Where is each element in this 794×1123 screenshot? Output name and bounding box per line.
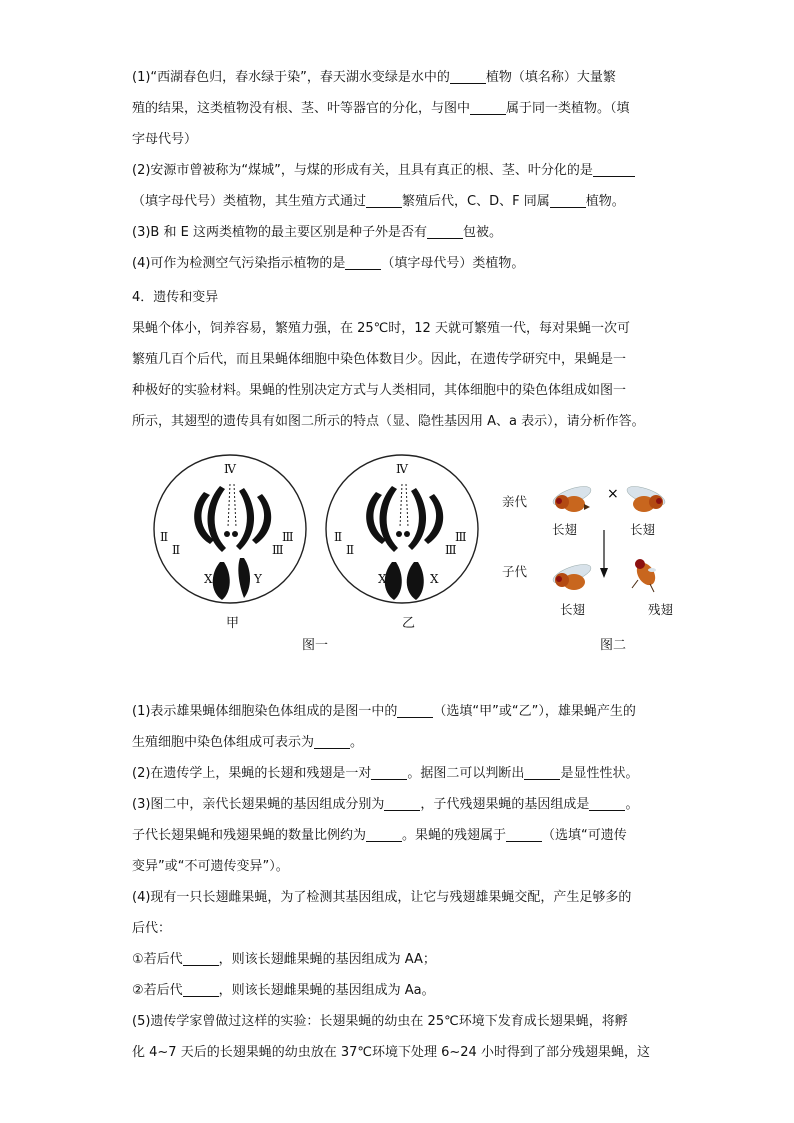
q-line-9 (132, 944, 662, 975)
cell-label-jia: 甲 (226, 616, 240, 631)
question-text: 植物（填名称）大量繁 (485, 70, 616, 85)
question-text: 殖的结果，这类植物没有根、茎、叶等器官的分化，与图中 (132, 101, 471, 116)
question-text: (3)B 和 E 这两类植物的最主要区别是种子外是否有 (132, 225, 427, 240)
chrom-label-iv-b: Ⅳ (396, 462, 408, 476)
top-line-6 (132, 217, 662, 248)
figure-two-caption: 图二 (600, 638, 627, 653)
chrom-label-iv-a: Ⅳ (224, 462, 236, 476)
top-line-7 (132, 248, 662, 279)
question-text: (4)可作为检测空气污染指示植物的是 (132, 256, 346, 271)
cell-jia (154, 455, 306, 603)
section-heading: 4．遗传和变异 (132, 290, 219, 305)
parent-1-wing-label: 长翅 (552, 522, 578, 537)
q-line-2 (132, 727, 662, 758)
q-line-10 (132, 975, 662, 1006)
q-line-12 (132, 1037, 662, 1068)
chrom-label-iii-a2: Ⅲ (272, 543, 284, 557)
chrom-label-ii-b1: Ⅱ (334, 530, 343, 544)
answer-blank[interactable] (470, 100, 506, 115)
question-text: (3)图二中，亲代长翅果蝇的基因组成分别为 (132, 797, 385, 812)
question-text: （选填“可遗传 (542, 828, 627, 843)
question-text: (4)现有一只长翅雌果蝇，为了检测其基因组成，让它与残翅雄果蝇交配，产生足够多的 (132, 890, 632, 905)
question-text: 植物。 (585, 194, 625, 209)
chrom-label-ii-b2: Ⅱ (346, 543, 355, 557)
answer-blank[interactable] (550, 193, 586, 208)
question-text: （填字母代号）类植物。 (381, 256, 525, 271)
cross-symbol: × (607, 486, 619, 502)
parent-2-wing-label: 长翅 (630, 522, 656, 537)
answer-blank[interactable] (345, 255, 381, 270)
plant-questions (132, 62, 662, 279)
question-text: 属于同一类植物。（填 (506, 101, 630, 116)
answer-blank[interactable] (397, 703, 433, 718)
sex-chrom-x-b2: X (430, 572, 439, 586)
question-text: 。果蝇的残翅属于 (402, 828, 507, 843)
top-line-3 (132, 124, 662, 155)
sex-chrom-x-b1: X (378, 572, 387, 586)
question-text: 是显性性状。 (560, 766, 639, 781)
question-text: (1)“西湖春色归，春水绿于染”，春天湖水变绿是水中的 (132, 70, 450, 85)
answer-blank[interactable] (183, 951, 219, 966)
intro-line-4: 所示，其翅型的遗传具有如图二所示的特点（显、隐性基因用 A、a 表示），请分析作答。 (132, 414, 645, 429)
q-line-4 (132, 789, 662, 820)
question-text: (2)在遗传学上，果蝇的长翅和残翅是一对 (132, 766, 372, 781)
question-text: (1)表示雄果蝇体细胞染色体组成的是图一中的 (132, 704, 398, 719)
figure-one-caption: 图一 (302, 638, 329, 653)
answer-blank[interactable] (384, 796, 420, 811)
parent-generation-label: 亲代 (502, 494, 528, 509)
question-text: 变异”或“不可遗传变异”）。 (132, 859, 289, 874)
intro-line-2: 繁殖几百个后代，而且果蝇体细胞中染色体数目少。因此，在遗传学研究中，果蝇是一 (132, 352, 627, 367)
section-4 (132, 282, 662, 437)
q-line-5 (132, 820, 662, 851)
fly-parent-long-wing-1 (551, 483, 593, 512)
fly-child-long-wing (551, 561, 593, 590)
answer-blank[interactable] (183, 982, 219, 997)
question-text: ①若后代 (132, 952, 183, 967)
chrom-label-ii-a2: Ⅱ (172, 543, 181, 557)
question-text: 后代： (132, 921, 172, 936)
answer-blank[interactable] (450, 69, 486, 84)
question-text: 生殖细胞中染色体组成可表示为 (132, 735, 315, 750)
question-text: 。据图二可以判断出 (407, 766, 525, 781)
child-long-wing-label: 长翅 (560, 602, 586, 617)
fly-parent-long-wing-2 (625, 483, 667, 512)
question-text: ，则该长翅雌果蝇的基因组成为 AA； (218, 952, 436, 967)
sex-chrom-y-a: Y (254, 572, 262, 586)
question-text: 。 (625, 797, 639, 812)
question-text: （填字母代号）类植物，其生殖方式通过 (132, 194, 367, 209)
chrom-label-ii-a1: Ⅱ (160, 530, 169, 544)
question-text: 。 (350, 735, 364, 750)
question-text: 化 4~7 天后的长翅果蝇的幼虫放在 37℃环境下处理 6~24 小时得到了部分残翅果蝇，这 (132, 1045, 650, 1060)
question-text: (5)遗传学家曾做过这样的实验：长翅果蝇的幼虫在 25℃环境下发育成长翅果蝇，将孵 (132, 1014, 628, 1029)
answer-blank[interactable] (314, 734, 350, 749)
answer-blank[interactable] (366, 827, 402, 842)
answer-blank[interactable] (593, 162, 635, 177)
question-text: 字母代号） (132, 132, 198, 147)
child-generation-label: 子代 (502, 564, 528, 579)
chrom-label-iii-b2: Ⅲ (445, 543, 457, 557)
fly-child-vestigial-wing (632, 559, 659, 592)
cell-yi (326, 455, 478, 603)
question-text: ，则该长翅雌果蝇的基因组成为 Aa。 (218, 983, 435, 998)
answer-blank[interactable] (506, 827, 542, 842)
chrom-label-iii-a1: Ⅲ (282, 530, 294, 544)
top-line-1 (132, 62, 662, 93)
answer-blank[interactable] (589, 796, 625, 811)
question-text: 子代长翅果蝇和残翅果蝇的数量比例约为 (132, 828, 367, 843)
question-text: ②若后代 (132, 983, 183, 998)
question-text: (2)安源市曾被称为“煤城”，与煤的形成有关，且具有真正的根、茎、叶分化的是 (132, 163, 593, 178)
child-vestigial-wing-label: 残翅 (648, 602, 674, 617)
q-line-7 (132, 882, 662, 913)
sex-chrom-x-a: X (204, 572, 213, 586)
question-text: （选填“甲”或“乙”），雄果蝇产生的 (433, 704, 636, 719)
answer-blank[interactable] (427, 224, 463, 239)
q-line-6 (132, 851, 662, 882)
genetics-questions (132, 696, 662, 1068)
q-line-8 (132, 913, 662, 944)
question-text: 包被。 (462, 225, 502, 240)
question-text: 繁殖后代，C、D、F 同属 (402, 194, 550, 209)
q-line-11 (132, 1006, 662, 1037)
top-line-4 (132, 155, 662, 186)
answer-blank[interactable] (524, 765, 560, 780)
q-line-1 (132, 696, 662, 727)
intro-line-3: 种极好的实验材料。果蝇的性别决定方式与人类相同，其体细胞中的染色体组成如图一 (132, 383, 627, 398)
q-line-3 (132, 758, 662, 789)
cell-label-yi: 乙 (402, 616, 416, 631)
answer-blank[interactable] (366, 193, 402, 208)
question-text: ，子代残翅果蝇的基因组成是 (420, 797, 590, 812)
answer-blank[interactable] (371, 765, 407, 780)
figure-two-flies (530, 468, 700, 618)
top-line-2 (132, 93, 662, 124)
chrom-label-iii-b1: Ⅲ (455, 530, 467, 544)
top-line-5 (132, 186, 662, 217)
intro-line-1: 果蝇个体小，饲养容易，繁殖力强，在 25℃时，12 天就可繁殖一代，每对果蝇一次可 (132, 321, 630, 336)
